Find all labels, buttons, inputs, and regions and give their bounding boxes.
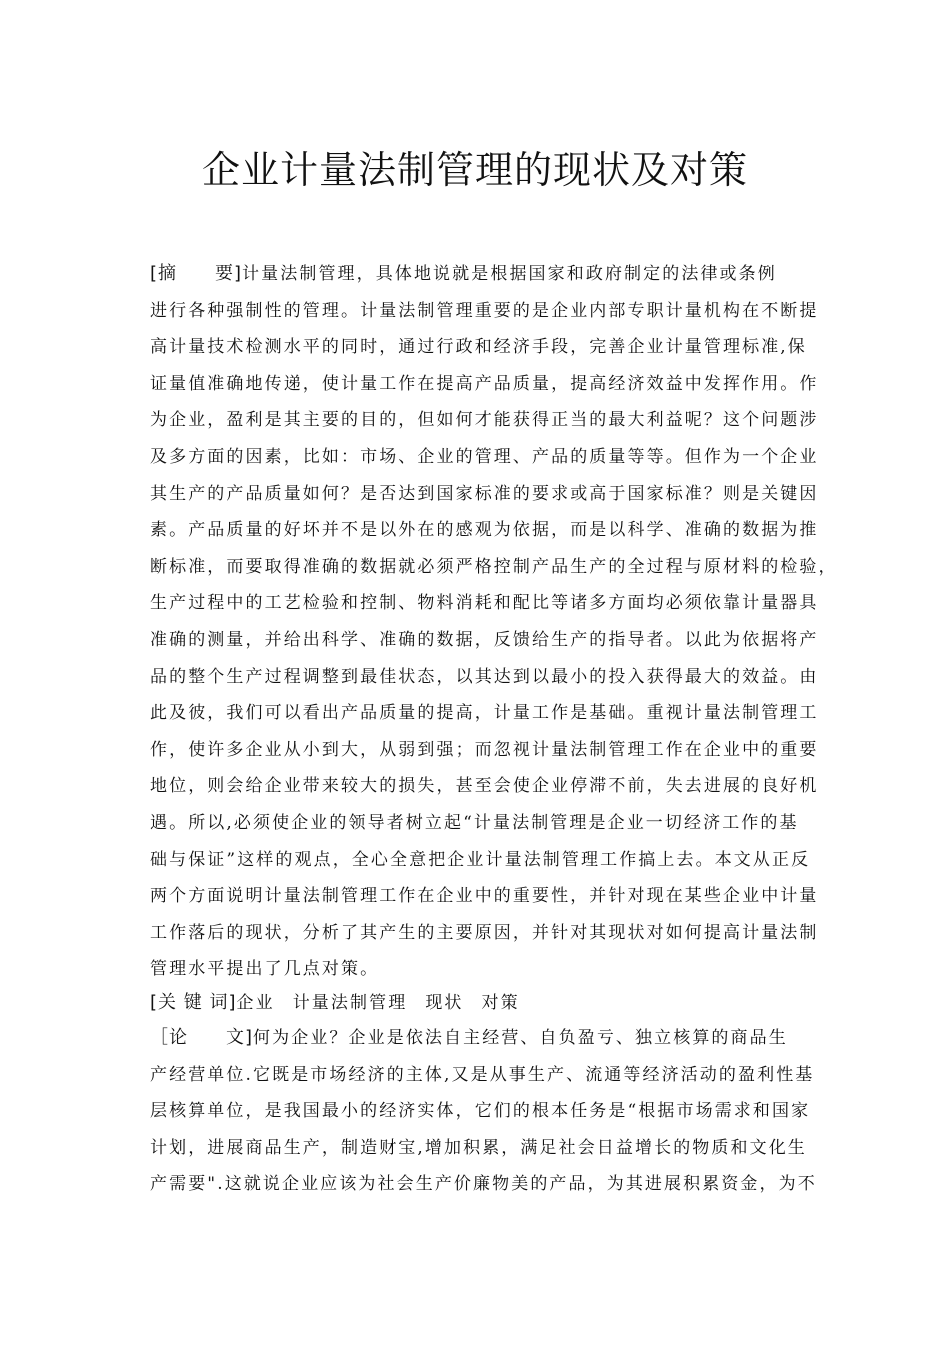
abstract-line: 素。产品质量的好坏并不是以外在的感观为依据，而是以科学、准确的数据为推 — [150, 520, 819, 541]
abstract-line: 两个方面说明计量法制管理工作在企业中的重要性，并针对现在某些企业中计量 — [150, 886, 819, 907]
abstract-line: 及多方面的因素，比如：市场、企业的管理、产品的质量等等。但作为一个企业 — [150, 446, 819, 467]
abstract-line — [150, 256, 830, 293]
paper-line: 计划，进展商品生产，制造财宝,增加积累，满足社会日益增长的物质和文化生 — [150, 1137, 807, 1158]
abstract-section — [150, 256, 838, 988]
abstract-line: 工作落后的现状，分析了其产生的主要原因，并针对其现状对如何提高计量法制 — [150, 922, 819, 943]
abstract-line: 准确的测量，并给出科学、准确的数据，反馈给生产的指导者。以此为依据将产 — [150, 629, 819, 650]
document-title: 企业计量法制管理的现状及对策 — [201, 148, 748, 192]
abstract-line: 生产过程中的工艺检验和控制、物料消耗和配比等诸多方面均必须依靠计量器具 — [150, 593, 819, 614]
keyword: 企业 — [236, 993, 275, 1013]
abstract-line: 高计量技术检测水平的同时，通过行政和经济手段，完善企业计量管理标准,保 — [150, 337, 807, 358]
keywords-label: [关 键 词] — [150, 992, 237, 1013]
paper-label: ［论 文] — [150, 1027, 254, 1048]
keywords-line — [150, 985, 830, 1022]
keyword: 计量法制管理 — [292, 993, 408, 1013]
abstract-line: 其生产的产品质量如何？是否达到国家标准的要求或高于国家标准？则是关键因 — [150, 483, 819, 504]
paper-line — [150, 1020, 830, 1057]
abstract-line: 为企业，盈利是其主要的目的，但如何才能获得正当的最大利益呢？这个问题涉 — [150, 410, 819, 431]
abstract-line: 证量值准确地传递，使计量工作在提高产品质量，提高经济效益中发挥作用。作 — [150, 373, 819, 394]
paper-line: 层核算单位，是我国最小的经济实体，它们的根本任务是“根据市场需求和国家 — [150, 1101, 811, 1122]
abstract-line: 此及彼，我们可以看出产品质量的提高，计量工作是基础。重视计量法制管理工 — [150, 703, 819, 724]
paper-text: 何为企业？企业是依法自主经营、自负盈亏、独立核算的商品生 — [253, 1028, 788, 1048]
abstract-line: 管理水平提出了几点对策。 — [150, 959, 380, 980]
keyword: 对策 — [481, 993, 520, 1013]
abstract-line: 础与保证”这样的观点，全心全意把企业计量法制管理工作搞上去。本文从正反 — [150, 849, 811, 870]
keyword: 现状 — [425, 993, 464, 1013]
paper-section — [150, 1020, 830, 1203]
abstract-text: 计量法制管理，具体地说就是根据国家和政府制定的法律或条例 — [242, 264, 777, 284]
abstract-line: 进行各种强制性的管理。计量法制管理重要的是企业内部专职计量机构在不断提 — [150, 300, 819, 321]
paper-line: 产需要".这就说企业应该为社会生产价廉物美的产品，为其进展积累资金，为不 — [150, 1174, 817, 1195]
abstract-line: 遇。所以,必须使企业的领导者树立起“计量法制管理是企业一切经济工作的基 — [150, 812, 799, 833]
keywords-section — [150, 985, 830, 1022]
abstract-line: 地位，则会给企业带来较大的损失，甚至会使企业停滞不前，失去进展的良好机 — [150, 776, 819, 797]
abstract-label: [摘 要] — [150, 263, 243, 284]
abstract-line: 作，使许多企业从小到大，从弱到强；而忽视计量法制管理工作在企业中的重要 — [150, 739, 819, 760]
paper-line: 产经营单位.它既是市场经济的主体,又是从事生产、流通等经济活动的盈利性基 — [150, 1064, 815, 1085]
abstract-line: 断标准，而要取得准确的数据就必须严格控制产品生产的全过程与原材料的检验， — [150, 556, 838, 577]
abstract-line: 品的整个生产过程调整到最佳状态，以其达到以最小的投入获得最大的效益。由 — [150, 666, 819, 687]
